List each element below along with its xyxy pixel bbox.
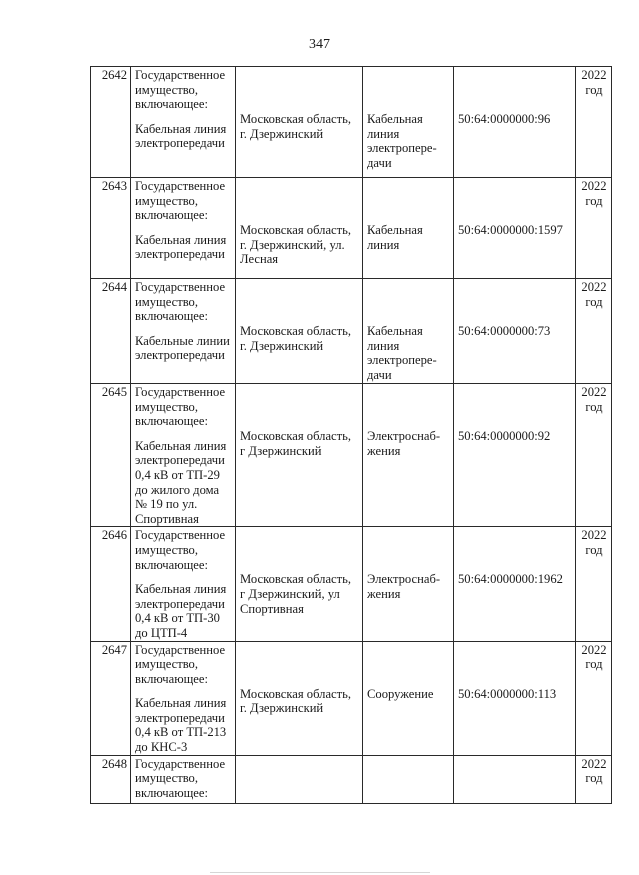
table-row — [91, 67, 612, 178]
cadastral-cell — [454, 527, 576, 641]
address: Московская область, г. Дзержинский — [240, 324, 352, 353]
address-cell — [236, 279, 363, 384]
cadastral-number: 50:64:0000000:1962 — [458, 572, 563, 587]
type-cell — [363, 178, 454, 279]
row-number: 2642 — [91, 67, 131, 178]
property-registry-table — [90, 66, 612, 804]
address-cell — [236, 527, 363, 641]
object-type: Сооружение — [367, 686, 434, 701]
object-name: Кабельная линия электропередачи 0,4 кВ от ТП-30 до ЦТП-4 — [135, 582, 227, 640]
address-cell — [236, 384, 363, 527]
table-row — [91, 527, 612, 641]
object-type: Кабельная линия электропере-дачи — [367, 112, 437, 170]
row-number: 2645 — [91, 384, 131, 527]
object-name-cell — [131, 527, 236, 641]
object-name: Кабельная линия электропередачи — [135, 121, 227, 151]
cadastral-number: 50:64:0000000:113 — [458, 686, 557, 701]
object-name-cell — [131, 178, 236, 279]
table-row — [91, 384, 612, 527]
year-cell: 2022 год — [576, 279, 612, 384]
object-name-cell — [131, 279, 236, 384]
cadastral-cell — [454, 178, 576, 279]
year-cell: 2022 год — [576, 641, 612, 755]
cadastral-number: 50:64:0000000:1597 — [458, 223, 563, 237]
cadastral-number: 50:64:0000000:73 — [458, 324, 551, 338]
row-number: 2648 — [91, 755, 131, 803]
object-name: Кабельная линия электропередачи 0,4 кВ от ТП-29 до жилого дома № 19 по ул. Спортивная — [135, 438, 227, 526]
address: Московская область, г Дзержинский, ул Спортивная — [240, 572, 352, 616]
object-name: Кабельные линии электропередачи — [135, 333, 230, 363]
scan-edge-line — [210, 872, 430, 873]
object-name-cell — [131, 384, 236, 527]
address: Московская область, г. Дзержинский, ул. Лесная — [240, 223, 352, 267]
object-name-cell — [131, 755, 236, 803]
table-row — [91, 279, 612, 384]
object-name: Кабельная линия электропередачи 0,4 кВ от ТП-213 до КНС-3 — [135, 696, 227, 755]
cadastral-cell — [454, 384, 576, 527]
object-type: Кабельная линия — [367, 223, 423, 252]
object-name-cell — [131, 641, 236, 755]
year-cell: 2022 год — [576, 178, 612, 279]
year-cell: 2022 год — [576, 384, 612, 527]
type-cell — [363, 755, 454, 803]
row-number: 2644 — [91, 279, 131, 384]
row-number: 2646 — [91, 527, 131, 641]
object-type: Кабельная линия электропере-дачи — [367, 324, 437, 382]
cadastral-cell — [454, 641, 576, 755]
type-cell — [363, 641, 454, 755]
cadastral-cell — [454, 279, 576, 384]
table-row — [91, 641, 612, 755]
address-cell — [236, 755, 363, 803]
table-row — [91, 178, 612, 279]
year-cell: 2022 год — [576, 527, 612, 641]
address-cell — [236, 178, 363, 279]
cadastral-cell — [454, 67, 576, 178]
group-header: Государственное имущество, включающее: — [135, 280, 226, 324]
object-name-cell — [131, 67, 236, 178]
type-cell — [363, 67, 454, 178]
type-cell — [363, 279, 454, 384]
address-cell — [236, 67, 363, 178]
cadastral-number: 50:64:0000000:96 — [458, 112, 551, 126]
object-name: Кабельная линия электропередачи — [135, 232, 227, 262]
address: Московская область, г. Дзержинский — [240, 686, 352, 716]
table-row — [91, 755, 612, 803]
year-cell: 2022 год — [576, 755, 612, 803]
group-header: Государственное имущество, включающее: — [135, 68, 226, 112]
group-header: Государственное имущество, включающее: — [135, 385, 226, 429]
group-header: Государственное имущество, включающее: — [135, 642, 226, 686]
address-cell — [236, 641, 363, 755]
address: Московская область, г. Дзержинский — [240, 112, 352, 141]
type-cell — [363, 527, 454, 641]
group-header: Государственное имущество, включающее: — [135, 528, 226, 572]
year-cell: 2022 год — [576, 67, 612, 178]
address: Московская область, г Дзержинский — [240, 429, 352, 458]
page-number: 347 — [309, 37, 330, 52]
row-number: 2643 — [91, 178, 131, 279]
group-header: Государственное имущество, включающее: — [135, 756, 226, 800]
cadastral-cell — [454, 755, 576, 803]
type-cell — [363, 384, 454, 527]
row-number: 2647 — [91, 641, 131, 755]
cadastral-number: 50:64:0000000:92 — [458, 429, 551, 443]
object-type: Электроснаб-жения — [367, 572, 441, 601]
group-header: Государственное имущество, включающее: — [135, 179, 226, 223]
object-type: Электроснаб-жения — [367, 429, 441, 458]
